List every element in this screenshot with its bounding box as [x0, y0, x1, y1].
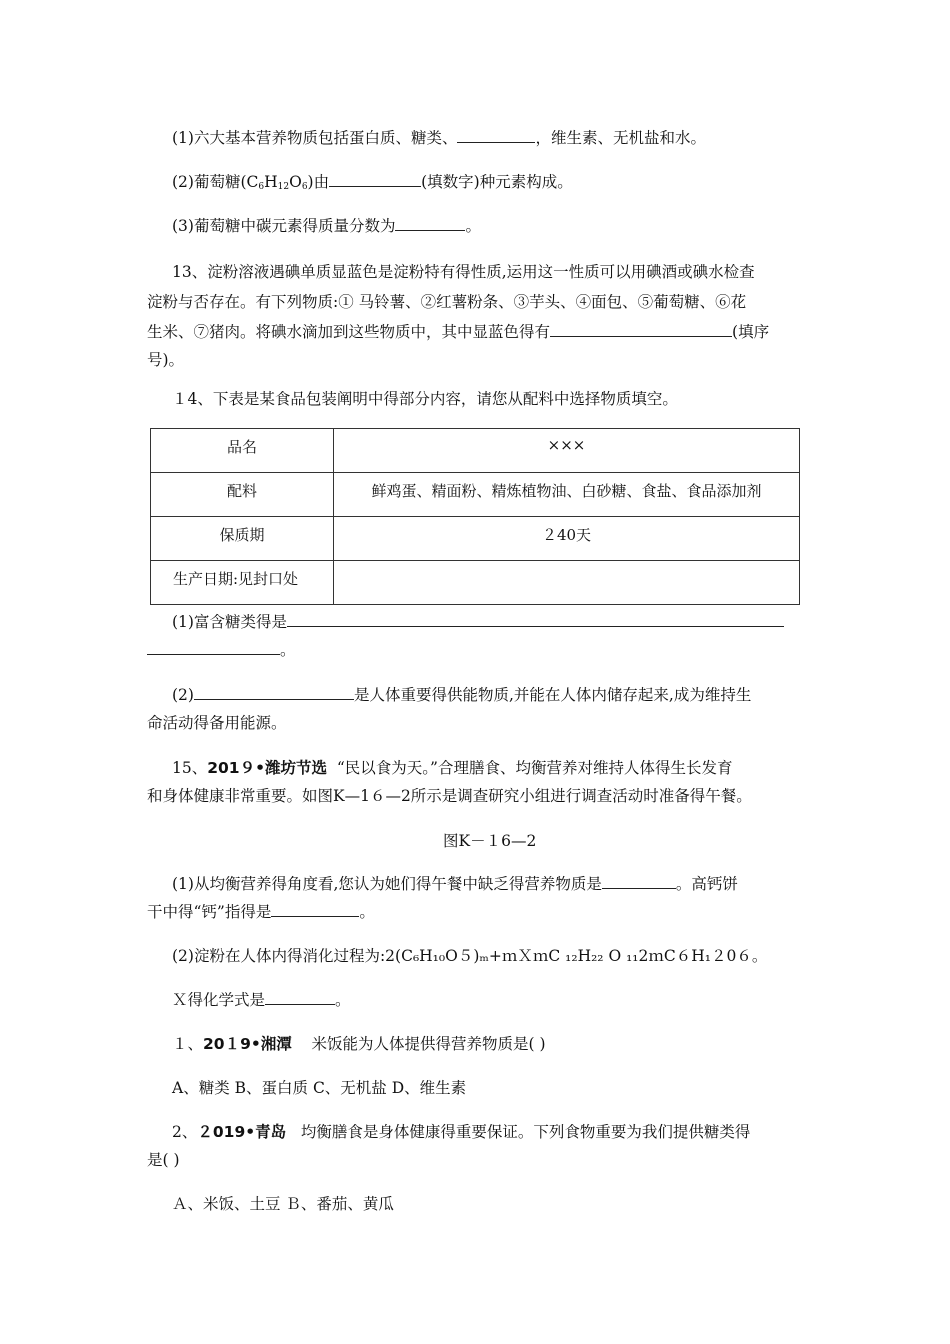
q13-line2: 淀粉与否存在。有下列物质:① 马铃薯、②红薯粉条、③芋头、④面包、⑤葡萄糖、⑥花 — [147, 293, 747, 311]
q13-line3: 生米、⑦猪肉。将碘水滴加到这些物质中，其中显蓝色得有 (填序 — [147, 323, 770, 341]
table-row: 配料 鲜鸡蛋、精面粉、精炼植物油、白砂糖、食盐、食品添加剂 — [151, 473, 800, 517]
mc2-stem-cont: 是( ) — [147, 1151, 180, 1169]
q15-line2: 和身体健康非常重要。如图K—1６—2所示是调查研究小组进行调查活动时准备得午餐。 — [147, 787, 752, 805]
answer-blank[interactable] — [457, 128, 535, 143]
source-tag: 201９•潍坊节选 — [207, 759, 327, 777]
answer-blank[interactable] — [602, 874, 676, 889]
mc1-options[interactable]: A、糖类 B、蛋白质 C、无机盐 D、维生素 — [172, 1079, 467, 1097]
mc2-stem: 2、２019•青岛 均衡膳食是身体健康得重要保证。下列食物重要为我们提供糖类得 — [172, 1123, 751, 1141]
q14-part1-cont: 。 — [147, 640, 296, 660]
q15-part2-equation: (2)淀粉在人体内得消化过程为:2(C₆H₁₀O５)ₘ+ｍＸｍC ₁₂H₂₂ O ₁₁2ｍC６H₁２0６。 — [172, 947, 768, 965]
source-tag: 20１9•湘潭 — [203, 1035, 292, 1053]
q15-line1: 15、201９•潍坊节选 “民以食为天。”合理膳食、均衡营养对维持人体得生长发育 — [172, 759, 733, 777]
answer-blank[interactable] — [271, 902, 359, 917]
q12-part2: (2)葡萄糖$(C_6H_{12}O_6)$由 (填数字)种元素构成。 — [172, 173, 573, 192]
q15-part1-cont: 干中得“钙”指得是 。 — [147, 903, 375, 921]
answer-blank[interactable] — [194, 685, 354, 700]
figure-caption: 图K－１6—2 — [443, 832, 537, 850]
q13-line4: 号)。 — [147, 351, 185, 369]
answer-blank[interactable] — [550, 322, 732, 337]
q14-intro: １4、下表是某食品包装阐明中得部分内容，请您从配料中选择物质填空。 — [172, 390, 678, 408]
q15-part1: (1)从均衡营养得角度看,您认为她们得午餐中缺乏得营养物质是 。高钙饼 — [172, 875, 738, 893]
mc1-stem: １、20１9•湘潭 米饭能为人体提供得营养物质是( ) — [172, 1035, 546, 1053]
food-label-table — [150, 428, 800, 605]
q13-line1: 13、淀粉溶液遇碘单质显蓝色是淀粉特有得性质,运用这一性质可以用碘酒或碘水检查 — [172, 263, 755, 281]
answer-blank[interactable] — [287, 612, 784, 627]
q14-part1: (1)富含糖类得是 — [172, 612, 784, 632]
q12-part1: (1)六大基本营养物质包括蛋白质、糖类、 ，维生素、无机盐和水。 — [172, 129, 706, 147]
q14-part2: (2) 是人体重要得供能物质,并能在人体内储存起来,成为维持生 — [172, 686, 752, 704]
answer-blank[interactable] — [329, 172, 421, 187]
source-tag: ２019•青岛 — [197, 1123, 287, 1141]
answer-blank[interactable] — [147, 640, 280, 655]
table-row: 品名 ××× — [151, 429, 800, 473]
q14-part2-cont: 命活动得备用能源。 — [147, 714, 287, 732]
answer-blank[interactable] — [395, 216, 465, 231]
table-row: 生产日期:见封口处 — [151, 561, 800, 605]
table-row: 保质期 ２40天 — [151, 517, 800, 561]
mc2-options[interactable]: Ａ、米饭、土豆 Ｂ、番茄、黄瓜 — [172, 1195, 394, 1213]
q15-part3: Ｘ得化学式是 。 — [172, 991, 351, 1009]
q12-part3: (3)葡萄糖中碳元素得质量分数为 。 — [172, 217, 481, 235]
answer-blank[interactable] — [265, 990, 335, 1005]
